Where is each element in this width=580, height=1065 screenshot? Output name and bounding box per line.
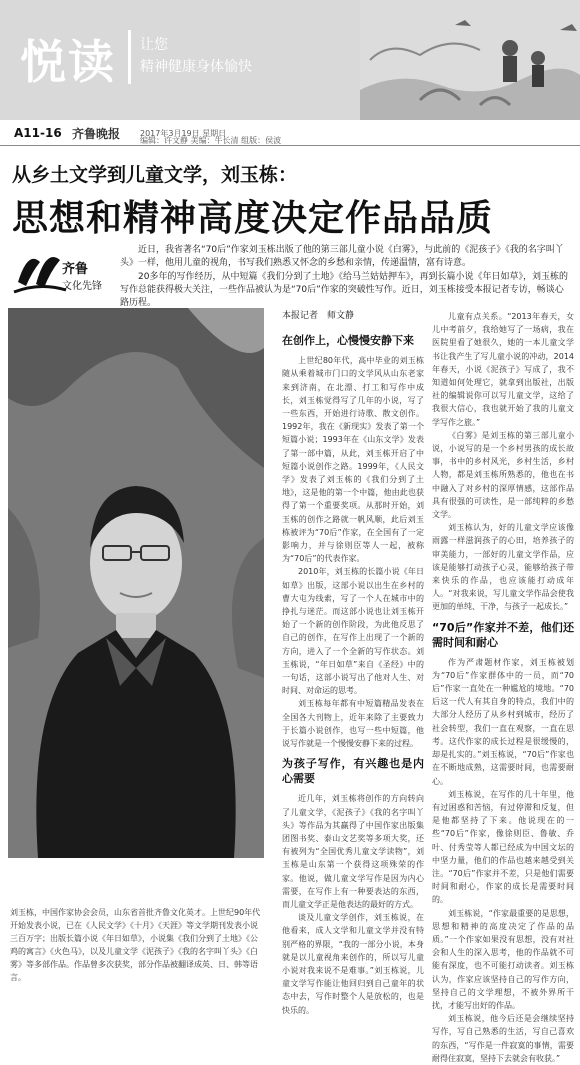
body-paragraph: 儿童有点关系。“2013年春天，女儿中考前夕，我给她写了一场病，我在医院里看了她很久，她的一本儿童文学书让我产生了写儿童小说的冲动，2014年春天，小说《泥孩子》写成了，我不知道如何处理它，就拿到出版社，出版社的编辑说你可以写儿童文学，这给了我很大信心，我也就开始了我的儿童文学写作之旅。” <box>432 312 574 427</box>
page-range: A11-16 <box>14 126 62 140</box>
masthead-slogan-line1: 让您 <box>140 37 168 53</box>
page-info-bar <box>0 120 580 146</box>
editor-credits: 编辑：许文静 美编：牛长清 组版：侯波 <box>140 136 282 145</box>
section-subheading: 在创作上，心慢慢安静下来 <box>282 334 414 348</box>
body-paragraph: 上世纪80年代，高中毕业的刘玉栋随从乘着城市门口的文学风从山东老家来到济南，在北漂、打工和写作中成长，刘玉栋觉得写了几年的小说，写了一些东西，开始进行诗歌、散文创作。1992年，我在《新现实》发表了第一个短篇小说；1993年在《山东文学》发表了第一部中篇，从此，刘玉栋开启了中短篇小说创作之路。1999年，《人民文学》发表了刘玉栋的《我们分到了土地》，这是他的第一个中篇，他由此也获得了第一个重要奖项。从那时开始，刘玉栋的创作之路就一帆风顺，此后刘玉栋被评为“70后”作家，在全国有了一定影响力，并与徐则臣等人一起，被称为“70后”的代表作家。 <box>282 356 424 564</box>
newspaper-name: 齐鲁晚报 <box>72 127 121 141</box>
article-column-2 <box>432 310 574 1065</box>
section-logo-name: 齐鲁 <box>62 262 89 277</box>
body-paragraph: 作为严肃题材作家，刘玉栋被划为“70后”作家群体中的一员，而“70后”作家一直处在一种尴尬的境地。“70后这一代人有其自身的特点，我们中的大部分人经历了从乡村到城市，经历了社会转型，我们一直在观察，一直在思考。这代作家的成长过程是很缓慢的，却是扎实的。”刘玉栋说，“70后”作家也在不断地成熟，这需要时间，也需要耐心。 <box>432 657 574 786</box>
body-paragraph: 刘玉栋认为，好的儿童文学应该像雨露一样滋润孩子的心田，培养孩子的审美能力，一部好的儿童文学作品，应该是能够打动孩子心灵，能够给孩子带来快乐的作品，也应该能打动成年人。“对我来说，写儿童文学作品会使我更加的单纯、干净，与孩子一起成长。” <box>432 523 574 612</box>
headline-kicker: 从乡土文学到儿童文学，刘玉栋： <box>12 164 298 186</box>
article-column-1 <box>282 310 424 1017</box>
section-logo-sub: 文化先锋 <box>62 281 102 292</box>
masthead-illustration <box>360 0 580 120</box>
issue-date: 2017年3月19日 星期日 <box>140 129 227 138</box>
masthead-title: 悦读 <box>20 35 116 89</box>
article-lead <box>120 244 570 310</box>
body-paragraph: 《白雾》是刘玉栋的第三部儿童小说，小说写的是一个乡村男孩的成长故事，书中的乡村风光，乡村生活，乡村人物，都是刘玉栋所熟悉的，他也在书中融入了对乡村的深厚情感，这部作品具有很强的可读性，是一部纯粹的乡愁文学。 <box>432 430 574 520</box>
body-paragraph: 2010年，刘玉栋的长篇小说《年日如草》出版，这部小说以出生在乡村的曹大屯为线索，写了一个人在城市中的挣扎与迷茫。而这部小说也让刘玉栋开始了一个新的创作阶段，为此他反思了自己的创作，在写作上出现了一个新的方向，进入了一个全新的写作状态。刘玉栋说，“年日如草”来自《圣经》中的一句话，这部小说写出了他对人生、对时间、对命运的思考。 <box>282 567 424 696</box>
masthead-divider <box>128 30 131 84</box>
masthead-banner <box>0 0 580 120</box>
body-paragraph: 刘玉栋说，“作家最重要的是思想，思想和精神的高度决定了作品的品质。”一个作家如果没有思想，没有对社会和人生的深入思考，他的作品就不可能有深度，也不可能打动读者。刘玉栋认为，作家应该坚持自己的写作方向，坚持自己的文学理想，不被外界所干扰，才能写出好的作品。 <box>432 908 574 1010</box>
body-paragraph: 刘玉栋每年都有中短篇精品发表在全国各大刊物上，近年来除了主要致力于长篇小说创作，也写一些中短篇，他说写作就是一个慢慢安静下来的过程。 <box>282 699 424 749</box>
section-subheading: “70后”作家并不差，他们还需时间和耐心 <box>432 620 574 649</box>
author-portrait-photo <box>8 308 264 858</box>
masthead-slogan-line2: 精神健康身体愉快 <box>140 59 252 75</box>
lead-paragraph: 近日，我省著名“70后”作家刘玉栋出版了他的第三部儿童小说《白雾》，与此前的《泥孩子》《我的名字叫丫头》一样，他用儿童的视角，书写我们熟悉又怀念的乡愁和亲情，传递温情，富有诗意。 <box>120 245 564 268</box>
photo-caption: 刘玉栋，中国作家协会会员，山东省首批齐鲁文化英才。上世纪90年代开始发表小说，已在《人民文学》《十月》《天涯》等文学期刊发表小说三百万字；出版长篇小说《年日如草》，小说集《我们分到了土地》《公鸡的寓言》《火色马》，以及儿童文学《泥孩子》《我的名字叫丫头》《白雾》等多部作品。作品曾多次获奖，部分作品被翻译成英、日、韩等语言。 <box>10 908 261 982</box>
article-byline: 本报记者 师文静 <box>282 311 355 321</box>
body-paragraph: 谈及儿童文学创作，刘玉栋说，在他看来，成人文学和儿童文学并没有特别严格的界限，“我的一部分小说，本身就是以儿童视角来创作的，所以写儿童小说对我来说不是难事。”刘玉栋说，儿童文学写作能让他回归到自己童年的状态中去，写作时整个人是放松的，也是快乐的。 <box>282 913 424 1015</box>
section-subheading: 为孩子写作，有兴趣也是内心需要 <box>282 757 424 786</box>
body-paragraph: 刘玉栋说，他今后还是会继续坚持写作，写自己熟悉的生活，写自己喜欢的东西，“写作是一件寂寞的事情，需要耐得住寂寞，坚持下去就会有收获。” <box>432 1014 574 1063</box>
headline-main: 思想和精神高度决定作品品质 <box>12 198 494 239</box>
lead-paragraph: 20多年的写作经历，从中短篇《我们分到了土地》《给马兰姑姑押车》，再到长篇小说《年日如草》，刘玉栋的写作总能获得极大关注，一些作品被认为是“70后”作家的突破性写作。近日，刘玉栋接受本报记者专访，畅谈心路历程。 <box>120 272 568 308</box>
body-paragraph: 刘玉栋说，在写作的几十年里，他有过困惑和苦恼，有过停滞和反复，但是他都坚持了下来。他说现在的一些“70后”作家，像徐则臣、鲁敏、乔叶、付秀莹等人都已经成为中国文坛的中坚力量，他们的作品也越来越受到关注。“70后”作家并不差，只是他们需要时间和耐心，作家的成长是需要时间的。 <box>432 789 574 905</box>
body-paragraph: 近几年，刘玉栋将创作的方向转向了儿童文学，《泥孩子》《我的名字叫丫头》等作品为其赢得了中国作家出版集团图书奖、泰山文艺奖等多项大奖，还有被列为“全国优秀儿童文学读物”，刘玉栋是山东第一个获得这项殊荣的作家。他说，做儿童文学写作是因为内心需要，在写作上有一种要表达的东西，而儿童文学正是他表达的最好的方式。 <box>282 794 424 909</box>
